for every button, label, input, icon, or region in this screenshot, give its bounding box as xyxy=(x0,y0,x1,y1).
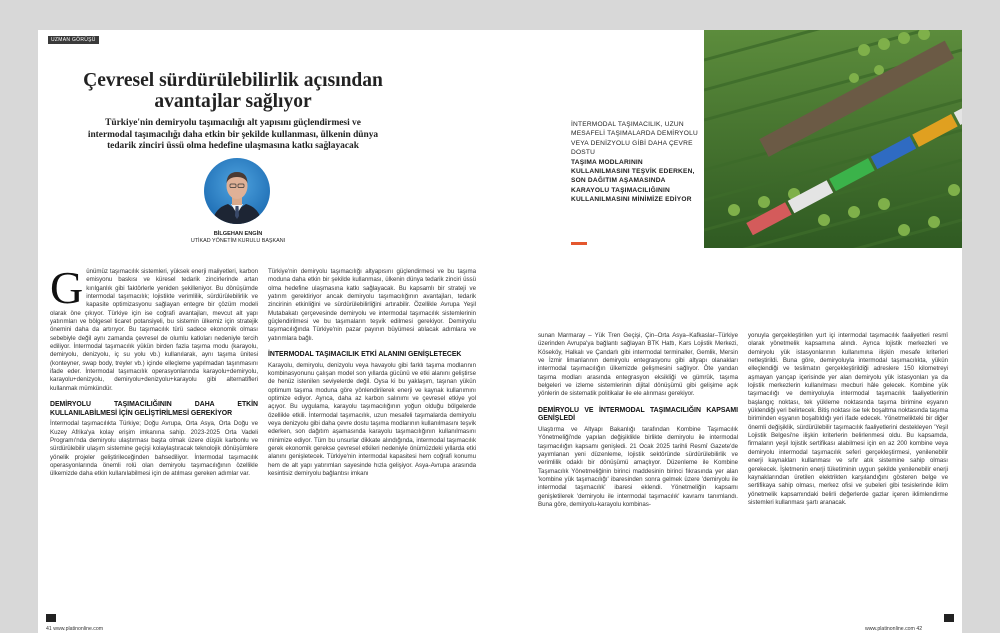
column-2 xyxy=(268,268,476,611)
col3-body: Ulaştırma ve Altyapı Bakanlığı tarafından Kombine Taşımacılık Yönetmeliği'nde yapılan değişiklikle birlikte demiryolu ile intermodal taşımacılığın kapsamı genişledi. 21 Ocak 2025 tarihli Resmî Gazete'de yayımlanan yeni düzenleme, lojistik sektöründe sürdürülebilirlik ve verimlilik odaklı bir dönüşümü amaçlıyor. Düzenleme ile Kombine Taşımacılık Yönetmeliğinin birinci maddesinin birinci fıkrasında yer alan 'kombine yük taşımacılığı' ibaresinden sonra gelmek üzere 'demiryolu ile intermodal taşımacılık' ibaresi eklendi. Yönetmeliğin kapsamı genişletilerek 'demiryolu ile intermodal taşımacılık' kavramı tanımlandı. Buna göre, demiryolu-karayolu kombinas- xyxy=(538,425,738,509)
column-4 xyxy=(748,332,948,611)
col3-heading: DEMİRYOLU VE İNTERMODAL TAŞIMACILIĞIN KAPSAMI GENİŞLEDİ xyxy=(538,406,738,423)
train-field-photo xyxy=(704,30,962,248)
article-subtitle: Türkiye'nin demiryolu taşımacılığı alt yapısını güçlendirmesi ve intermodal taşımacılığı daha etkin bir şekilde kullanması, ülkenin dünya tedarik zinciri üssü olma hedefine ulaşmasına katkı sağlayacak xyxy=(87,118,379,152)
author-block xyxy=(148,231,328,245)
col1-body: İntermodal taşımacılıkta Türkiye; Doğu Avrupa, Orta Asya, Orta Doğu ve Kuzey Afrika'ya kolay erişim imkanına sahip. 2023-2025 Orta Vadeli Programı'nda demiryolu ulaştırması başta olmak üzere düşük karbonlu ve sürdürülebilir ulaşım sistemine geçişi kolaylaştıracak teknolojik dönüşümlere yönelik projeler geliştirileceğinden bahsediliyor. İntermodal taşımacılık operasyonlarında önemli rolü olan demiryolu taşımacılığının özellikle ülkemizde daha etkin kullanılabilmesi için de atılması gereken adımlar var. xyxy=(50,420,258,478)
pull-quote-bold: TAŞIMA MODLARININ KULLANILMASINI TEŞVİK EDERKEN, SON DAĞITIM AŞAMASINDA KARAYOLU TAŞIMACILIĞININ KULLANILMASINI MİNİMİZE EDİYOR xyxy=(571,158,695,204)
column-1 xyxy=(50,268,258,611)
pull-quote xyxy=(571,120,701,205)
left-page xyxy=(38,30,500,633)
col2-body: Karayolu, demiryolu, denizyolu veya havayolu gibi farklı taşıma modlarının kombinasyonunu çalışan model son yıllarda gücünü ve etki alanını geliştirse de henüz istenilen seviyelerde değil. Oysa ki bu yaklaşım, taşınan yükün optimum taşıma moduna göre yönlendirilerek enerji ve kaynak kullanımını optimize ediyor. Ayrıca, daha az karbon salınımı ve çevresel etkiye yol açıyor. Bu uygulama, karayolu taşımacılığının yoğun olduğu bölgelerde özellikle etkili. İntermodal taşımacılık, uzun mesafeli taşımalarda demiryolu veya denizyolu gibi daha çevre dostu taşıma modlarının kullanılmasını teşvik ederken, son dağıtım aşamasında karayolu taşımacılığının kullanılmasını minimize ediyor. Tüm bu unsurlar dikkate alındığında, intermodal taşımacılık gerek ekonomik gerekse çevresel etkileri nedeniyle önümüzdeki yıllarda etki alanını genişletecek. Türkiye'nin intermodal kapasitesi hem coğrafi konumu hem de alt yapı yatırımları sayesinde hızla gelişiyor. Asya-Avrupa arasında kesintisiz demiryolu bağlantısı imkanı xyxy=(268,361,476,478)
pull-quote-normal: İNTERMODAL TAŞIMACILIK, UZUN MESAFELİ TAŞIMALARDA DEMİRYOLU VEYA DENİZYOLU GİBİ DAHA ÇEVRE DOSTU xyxy=(571,121,698,157)
right-page xyxy=(500,30,962,633)
col1-intro: ünümüz taşımacılık sistemleri, yüksek enerji maliyetleri, karbon emisyonu baskısı ve küresel tedarik zincirlerinde artan kırılganlık gibi faktörlerle yeniden şekilleniyor. Bu dönüşümde intermodal taşımacılık; lojistikte verimlilik, sürdürülebilirlik ve kapasite optimizasyonu sağlayan entegre bir çözüm modeli olarak öne çıkıyor. Türkiye için ise coğrafi avantajları, mevcut alt yapı yatırımları ve bölgesel ticaret potansiyeli, bu sistemin ülkemiz için stratejik önemini daha da artırıyor. Bu taşımacılık türü sadece ekonomik olması sebebiyle değil aynı zamanda çevresel de olumlu katkıları nedeniyle tercih ediliyor. İntermodal taşımacılık yükün birden fazla taşıma modu (karayolu, demiryolu, denizyolu, iç su yolu vb.) kullanılarak, aynı taşıma ünitesi (konteyner, swap body, treyler vb.) içinde elleçleme yapılmadan taşınmasını ifade eder. İntermodal taşımacılık operasyonlarında karayolu+demiryolu, karayolu+denizyolu, demiryolu+denizyolu+karayolu gibi alternatifleri kullanmak mümkündür. xyxy=(50,268,258,392)
page-corner-mark xyxy=(46,614,56,622)
col3-intro: sunan Marmaray – Yük Tren Geçişi, Çin–Orta Asya–Kafkaslar–Türkiye üzerinden Avrupa'ya bağlantı sağlayan BTK Hattı, Kars Lojistik Merkezi, Köseköy, Halkalı ve Çandarlı gibi intermodal terminaller, Gemlik, Mersin ve İzmir limanlarının demiryolu entegrasyonu gibi altyapı olanakları intermodal taşımacılığın ülkemizde gelişmesini sağlıyor. Öte yandan taşıma modları arasında entegrasyon eksikliği ve gümrük, taşıma belgeleri ve izleme sistemlerinin dijital dönüşümü gibi gelişime açık yönlerin de sistematik politikalar ile ele alınması gerekiyor. xyxy=(538,332,738,398)
article-title: Çevresel sürdürülebilirlik açısından avantajlar sağlıyor xyxy=(83,70,383,112)
page-corner-mark xyxy=(944,614,954,622)
col1-heading: DEMİRYOLU TAŞIMACILIĞININ DAHA ETKİN KULLANILABİLMESİ İÇİN GELİŞTİRİLMESİ GEREKİYOR xyxy=(50,401,258,417)
col4-body: yonuyla gerçekleştirilen yurt içi intermodal taşımacılık faaliyetleri resmî olarak yönetmelik kapsamına alındı. Ayrıca lojistik merkezleri ve demiryolu yük istasyonlarının kullanımına ilişkin mesafe kriterleri netleştirildi. Buna göre, demiryoluyla intermodal taşımacılıkta, yükün elleçlendiği ve teslimatın gerçekleştirildiği adreslere 150 kilometreyi aşmayan yarıçap içerisinde yer alan demiryolu yük istasyonları ya da lojistik merkezlerin kullanılması mecburi hâle gelecek. Kombine yük taşımacılığı ve demiryoluyla intermodal taşımacılık faaliyetlerinin başlangıç noktası, tek yükleme noktasında taşıma birimine eşyanın yüklendiği yeri belirtecek. Bitiş noktası ise tek boşaltma noktasında taşıma biriminden eşyanın boşaltıldığı yeri ifade edecek. Yönetmelikteki bir diğer önemli değişiklik, sürdürülebilir taşımacılık faaliyetlerini destekleyen 'Yeşil Lojistik Belgesi'ne ilişkin kriterlerin belirlenmesi oldu. Bu kapsamda, firmaların yeşil lojistik sertifikası alabilmesi için en az 200 kombine veya demiryolu intermodal taşımacılık seferi gerçekleştirmesi, yenilenebilir enerji kaynakları kullanması ve sıfır atık sistemine sahip olması gerekecek. İşletmenin enerji tüketiminin uygun şekilde yenilenebilir enerji kaynaklarından üretilen elektrikten karşılandığını gösteren belge ve sertifikaya sahip olması, merkez ofisi ve şubeleri gibi tesislerinde iklim yönetmelik kapsamındaki belirli değerlerde gazlar içeren iklimlendirme sistemleri kullanması şartı aranacak. xyxy=(748,332,948,506)
footer-left: 41 www.platinonline.com xyxy=(46,626,104,632)
quote-accent-bar xyxy=(571,242,587,245)
dropcap: G xyxy=(50,268,84,313)
section-label: UZMAN GÖRÜŞÜ xyxy=(48,36,99,44)
footer-right: www.platinonline.com 42 xyxy=(865,626,923,632)
col2-intro: Türkiye'nin demiryolu taşımacılığı altyapısını güçlendirmesi ve bu taşıma moduna daha etkin bir şekilde kullanması, ülkenin dünya tedarik zinciri üssü olma hedefine ulaşmasına katkı sağlayacak. Bu kapsamlı bir strateji ve yatırım gerektiriyor ancak demiryolu taşımacılığının avantajları, tedarik zincirinin etkinliğini ve sürdürülebilirliğini artırabilir. Özellikle Avrupa Yeşil Mutabakatı çerçevesinde demiryolu ve intermodal taşımacılık sistemlerinin güçlendirilmesi ve bu taşımaların teşvik edilmesi gerekiyor. Demiryolu taşımacılığında Türkiye'nin pazar payının büyümesi atılacak adımlara ve yatırımlara bağlı. xyxy=(268,268,476,342)
author-photo xyxy=(204,158,270,224)
col2-heading: İNTERMODAL TAŞIMACILIK ETKİ ALANINI GENİŞLETECEK xyxy=(268,351,462,359)
author-role: UTİKAD YÖNETİM KURULU BAŞKANI xyxy=(190,238,286,244)
column-3 xyxy=(538,332,738,611)
author-name: BİLGEHAN ENGİN xyxy=(213,231,263,237)
